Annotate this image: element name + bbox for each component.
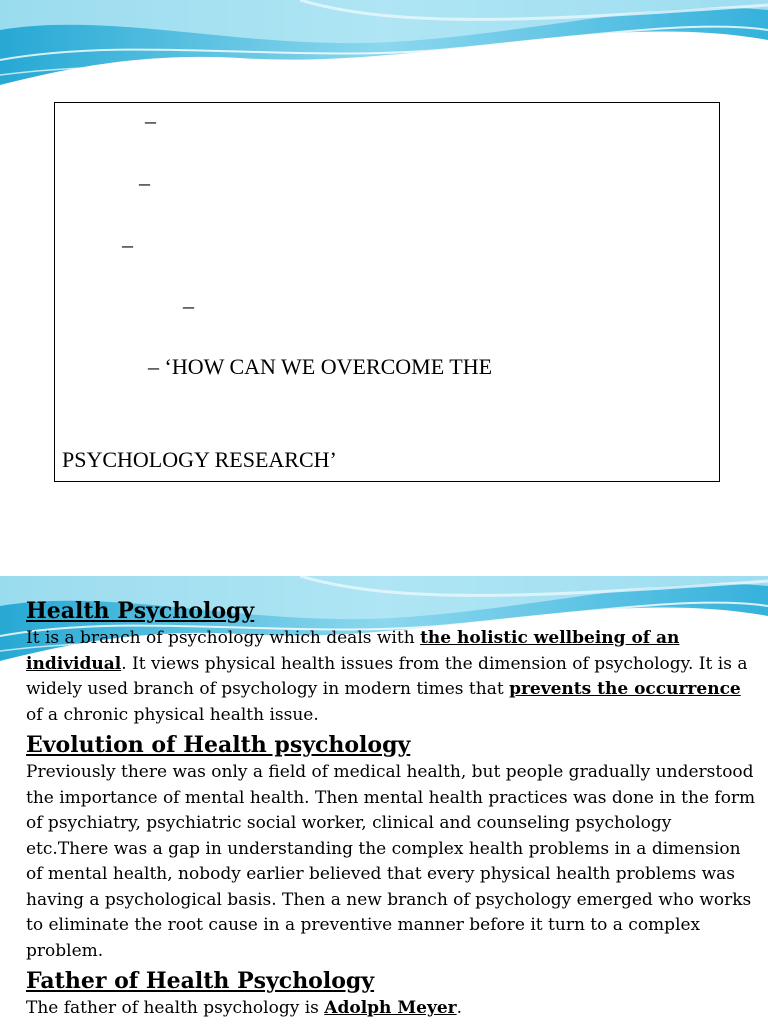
emphasis-span: prevents the occurrence: [509, 679, 741, 699]
emphasis-span: Adolph Meyer: [324, 998, 457, 1018]
text-span: . It views physical health issues from the dimension of psychology. It is a widely used branch of psychology in modern times that: [26, 653, 748, 699]
text-span: .: [456, 998, 463, 1018]
paragraph-evolution: Previously there was only a field of medical health, but people gradually understood the importance of mental health. Then mental health practices was done in the form of psychiatry, psychiatric social worker, clinical and counseling psychology etc.There was a gap in understanding the complex health problems in a dimension of mental health, nobody earlier believed that every physical health problems was having a psychological basis. Then a new branch of psychology emerged who works to eliminate the root cause in a preventive manner before it turn to a complex problem.: [26, 762, 756, 961]
dash-3: –: [122, 232, 133, 257]
paragraph-definition: [26, 626, 756, 728]
heading-health-psychology: Health Psychology: [26, 598, 255, 624]
emphasis-span: the holistic wellbeing of an individual: [26, 628, 680, 674]
text-span: It is a branch of psychology which deals with: [26, 628, 421, 648]
research-line: PSYCHOLOGY RESEARCH’: [62, 447, 337, 472]
wave-decoration: [0, 0, 768, 110]
dash-1: –: [145, 108, 156, 133]
text-box: [54, 102, 720, 482]
overcome-line: – ‘HOW CAN WE OVERCOME THE: [148, 354, 493, 379]
dash-4: –: [183, 293, 194, 318]
slide-2: [0, 576, 768, 1024]
text-span: The father of health psychology is: [26, 998, 325, 1018]
dash-2: –: [139, 170, 150, 195]
heading-evolution: Evolution of Health psychology: [26, 732, 411, 758]
slide-content: [26, 596, 756, 1022]
heading-father: Father of Health Psychology: [26, 968, 375, 994]
text-span: of a chronic physical health issue.: [26, 704, 319, 725]
paragraph-father: [26, 996, 756, 1022]
